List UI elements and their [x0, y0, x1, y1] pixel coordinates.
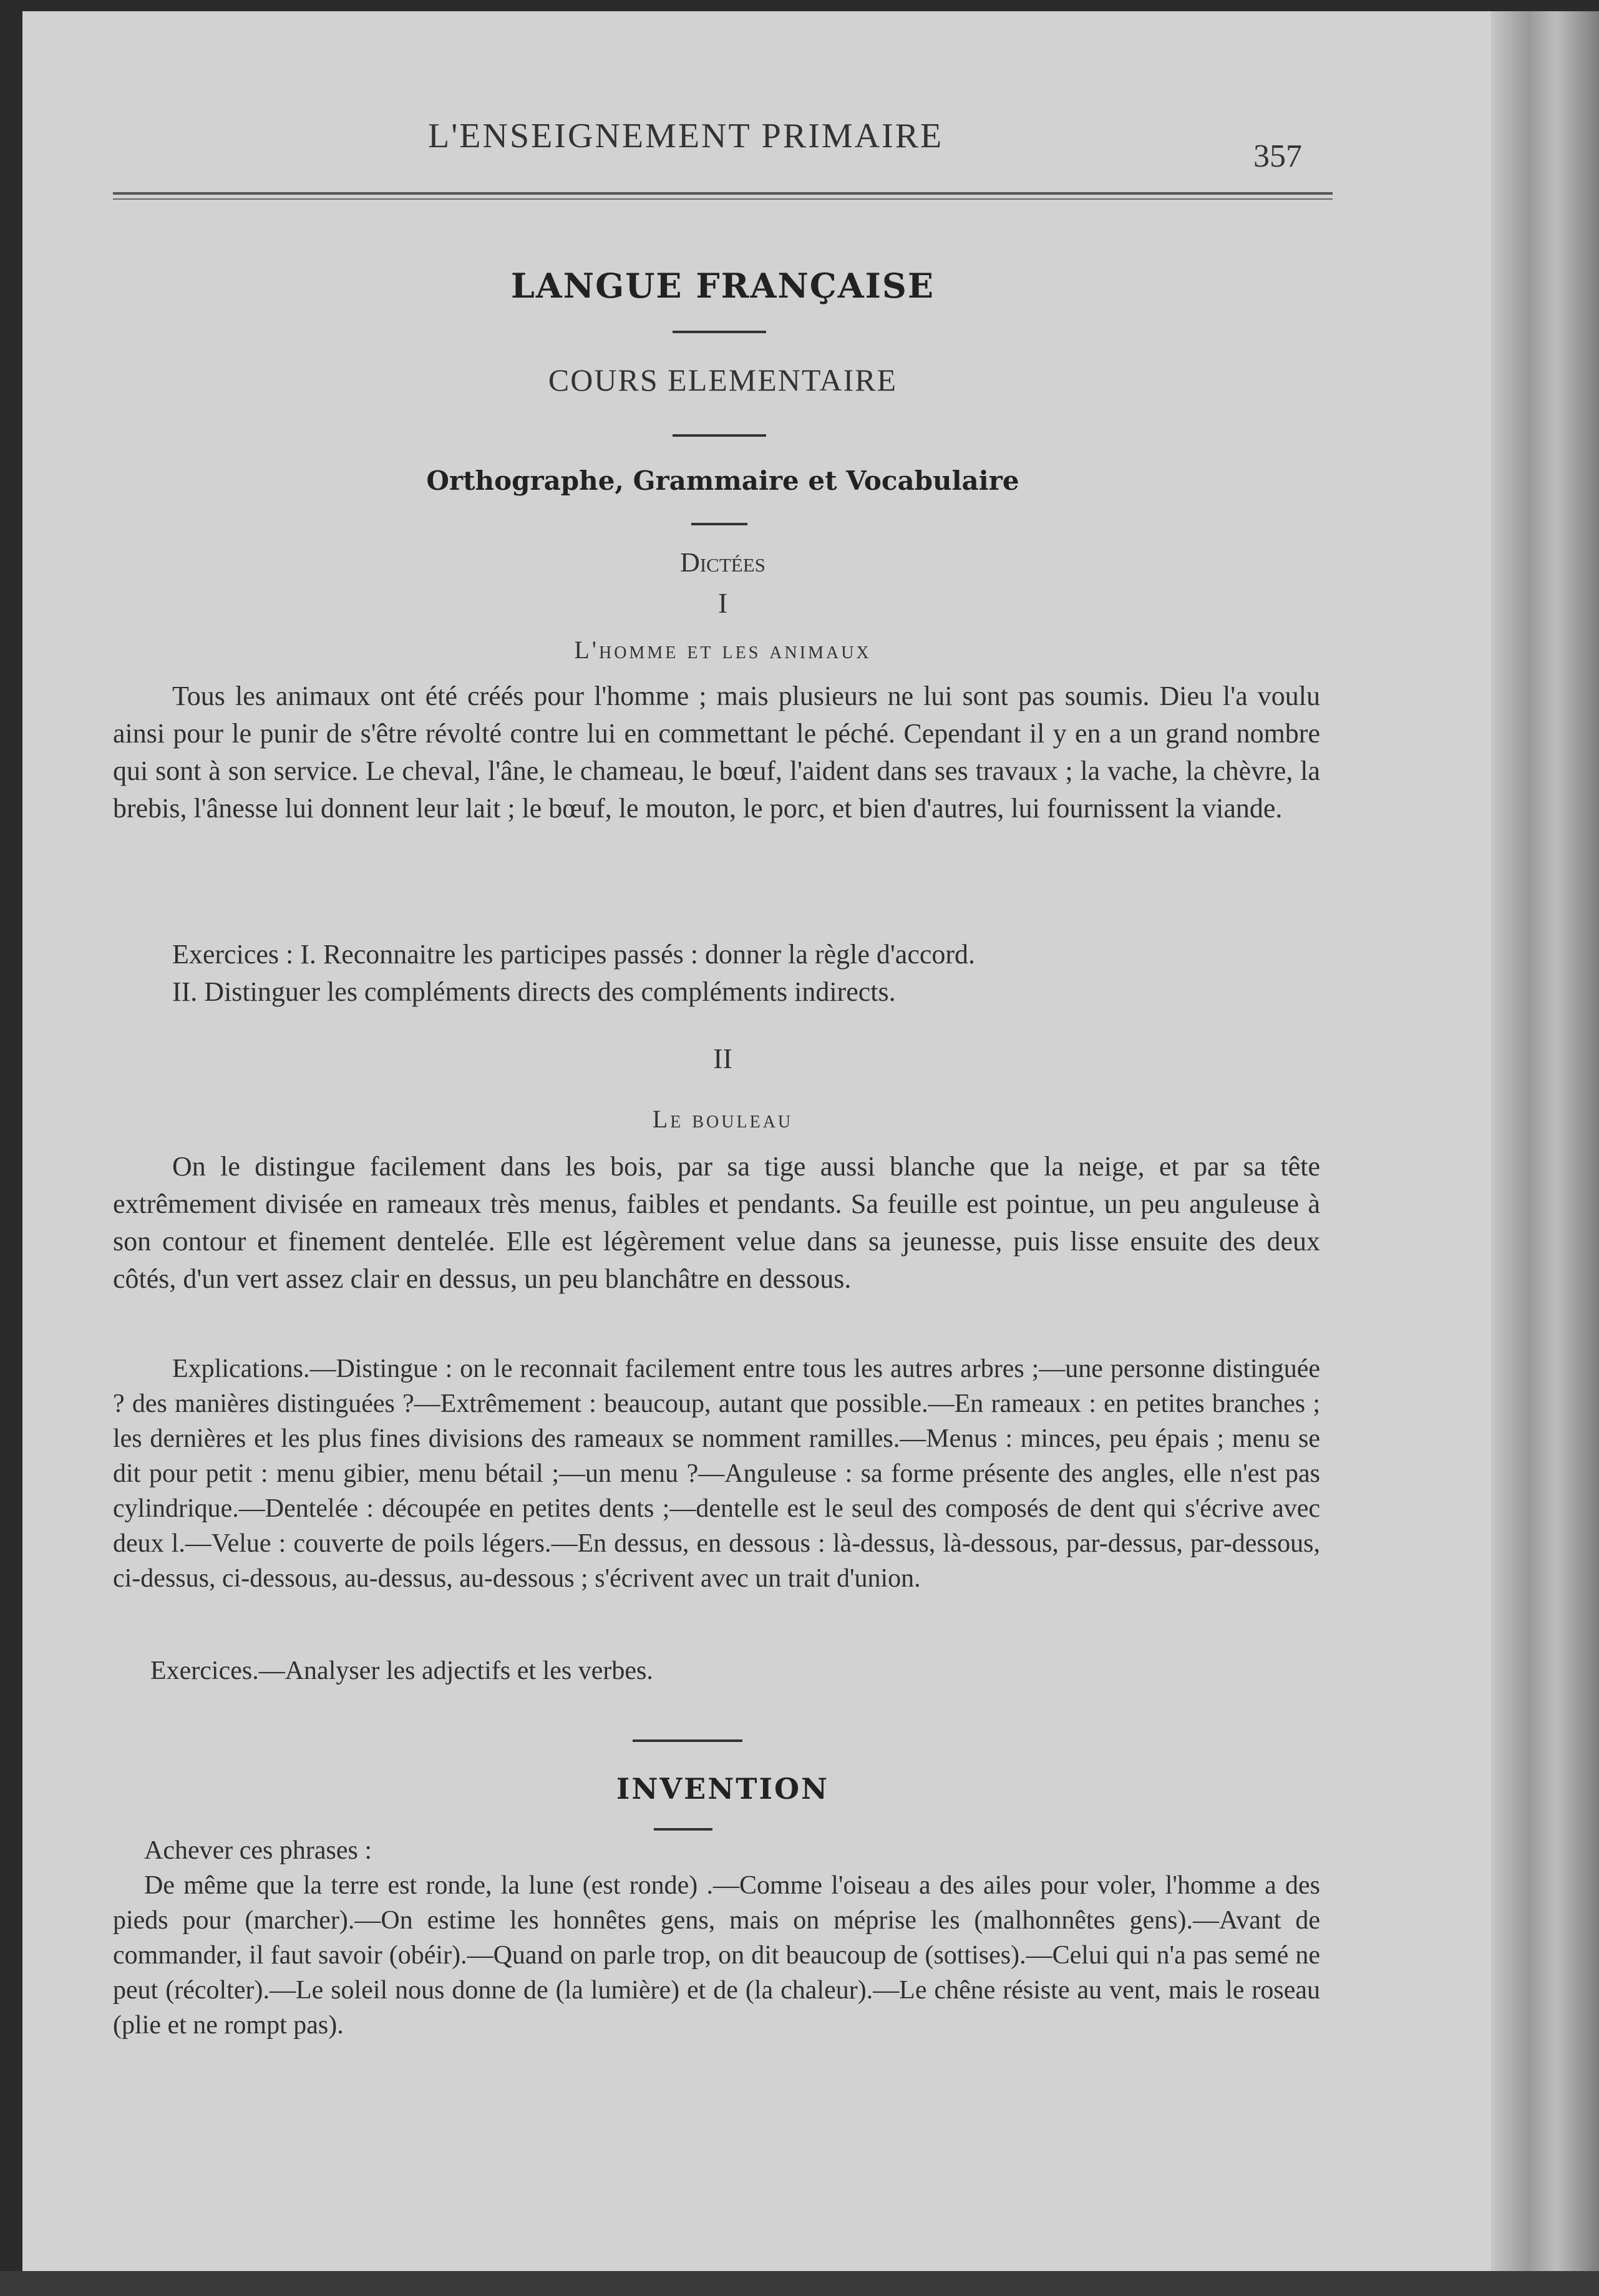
- invention-block: [113, 1833, 1320, 2043]
- dictee2-exercices: Exercices.—Analyser les adjectifs et les verbes.: [150, 1656, 653, 1685]
- book-spine-edge: [1491, 11, 1599, 2296]
- dictee2-numeral: II: [713, 1043, 732, 1074]
- book-page: [22, 11, 1526, 2276]
- invention-text: De même que la terre est ronde, la lune (est ronde) .—Comme l'oiseau a des ailes pour voler, l'homme a des pieds pour (marcher).—On estime les honnêtes gens, mais on méprise les (malhonnêtes gens).—Avant de commander, il faut savoir (obéir).—Quand on parle trop, on dit beaucoup de (sottises).—Celui qui n'a pas semé ne peut (récolter).—Le soleil nous donne de (la lumière) et de (la chaleur).—Le chêne résiste au vent, mais le roseau (plie et ne rompt pas).: [113, 1871, 1320, 2040]
- dictee2-explications-block: [113, 1351, 1320, 1596]
- dictee1-text-block: [113, 678, 1320, 827]
- dictee1-text: Tous les animaux ont été créés pour l'homme ; mais plusieurs ne lui sont pas soumis. Dieu l'a voulu ainsi pour le punir de s'être révolté contre lui en commettant le péché. Cependant il y en a un grand nombre qui sont à son service. Le cheval, l'âne, le chameau, le bœuf, l'aident dans ses travaux ; la vache, la chèvre, la brebis, l'ânesse lui donnent leur lait ; le bœuf, le mouton, le porc, et bien d'autres, lui fournissent la viande.: [113, 681, 1320, 824]
- header-rule-thin: [113, 198, 1333, 200]
- dictees-heading: Dictées: [680, 547, 765, 578]
- section-title: LANGUE FRANÇAISE: [510, 266, 935, 306]
- page-number: 357: [1253, 139, 1302, 174]
- dictee1-title: L'homme et les animaux: [574, 636, 872, 664]
- scan-bottom-edge: [0, 2271, 1599, 2296]
- subject-heading: Orthographe, Grammaire et Vocabulaire: [426, 465, 1019, 496]
- invention-title: INVENTION: [616, 1772, 830, 1806]
- divider: [673, 434, 766, 437]
- dictee1-exercices-line2: II. Distinguer les compléments directs des compléments indirects.: [172, 976, 896, 1007]
- course-level: COURS ELEMENTAIRE: [548, 362, 898, 397]
- dictee1-numeral: I: [717, 587, 728, 619]
- dictee2-exercices-block: [113, 1652, 1320, 1690]
- divider: [691, 523, 747, 525]
- dictee2-text-block: [113, 1148, 1320, 1298]
- divider: [673, 331, 766, 333]
- dictee1-exercices-block: [113, 936, 1320, 1011]
- dictee1-exercices-line1: Exercices : I. Reconnaitre les participes passés : donner la règle d'accord.: [172, 939, 976, 970]
- header-rule: [113, 192, 1333, 195]
- running-title: L'ENSEIGNEMENT PRIMAIRE: [428, 117, 944, 155]
- dictee2-explications: Explications.—Distingue : on le reconnait facilement entre tous les autres arbres ;—une personne distinguée ? des manières distinguées ?—Extrêmement : beaucoup, autant que possible.—En rameaux : en petites branches ; les dernières et les plus fines divisions des rameaux se nomment ramilles.—Menus : minces, peu épais ; menu se dit pour petit : menu gibier, menu bétail ;—un menu ?—Anguleuse : sa forme présente des angles, elle n'est pas cylindrique.—Dentelée : découpée en petites dents ;—dentelle est le seul des composés de dent qui s'écrive avec deux l.—Velue : couverte de poils légers.—En dessus, en dessous : là-dessus, là-dessous, par-dessus, par-dessous, ci-dessus, ci-dessous, au-dessus, au-dessous ; s'écrivent avec un trait d'union.: [113, 1355, 1320, 1593]
- invention-intro: Achever ces phrases :: [144, 1836, 372, 1865]
- divider: [654, 1828, 712, 1831]
- dictee2-text: On le distingue facilement dans les bois, par sa tige aussi blanche que la neige, et par sa tête extrêmement divisée en rameaux très menus, faibles et pendants. Sa feuille est pointue, un peu anguleuse à son contour et finement dentelée. Elle est légèrement velue dans sa jeunesse, puis lisse ensuite des deux côtés, d'un vert assez clair en dessus, un peu blanchâtre en dessous.: [113, 1151, 1320, 1294]
- dictee2-title: Le bouleau: [652, 1105, 794, 1133]
- divider: [633, 1739, 742, 1742]
